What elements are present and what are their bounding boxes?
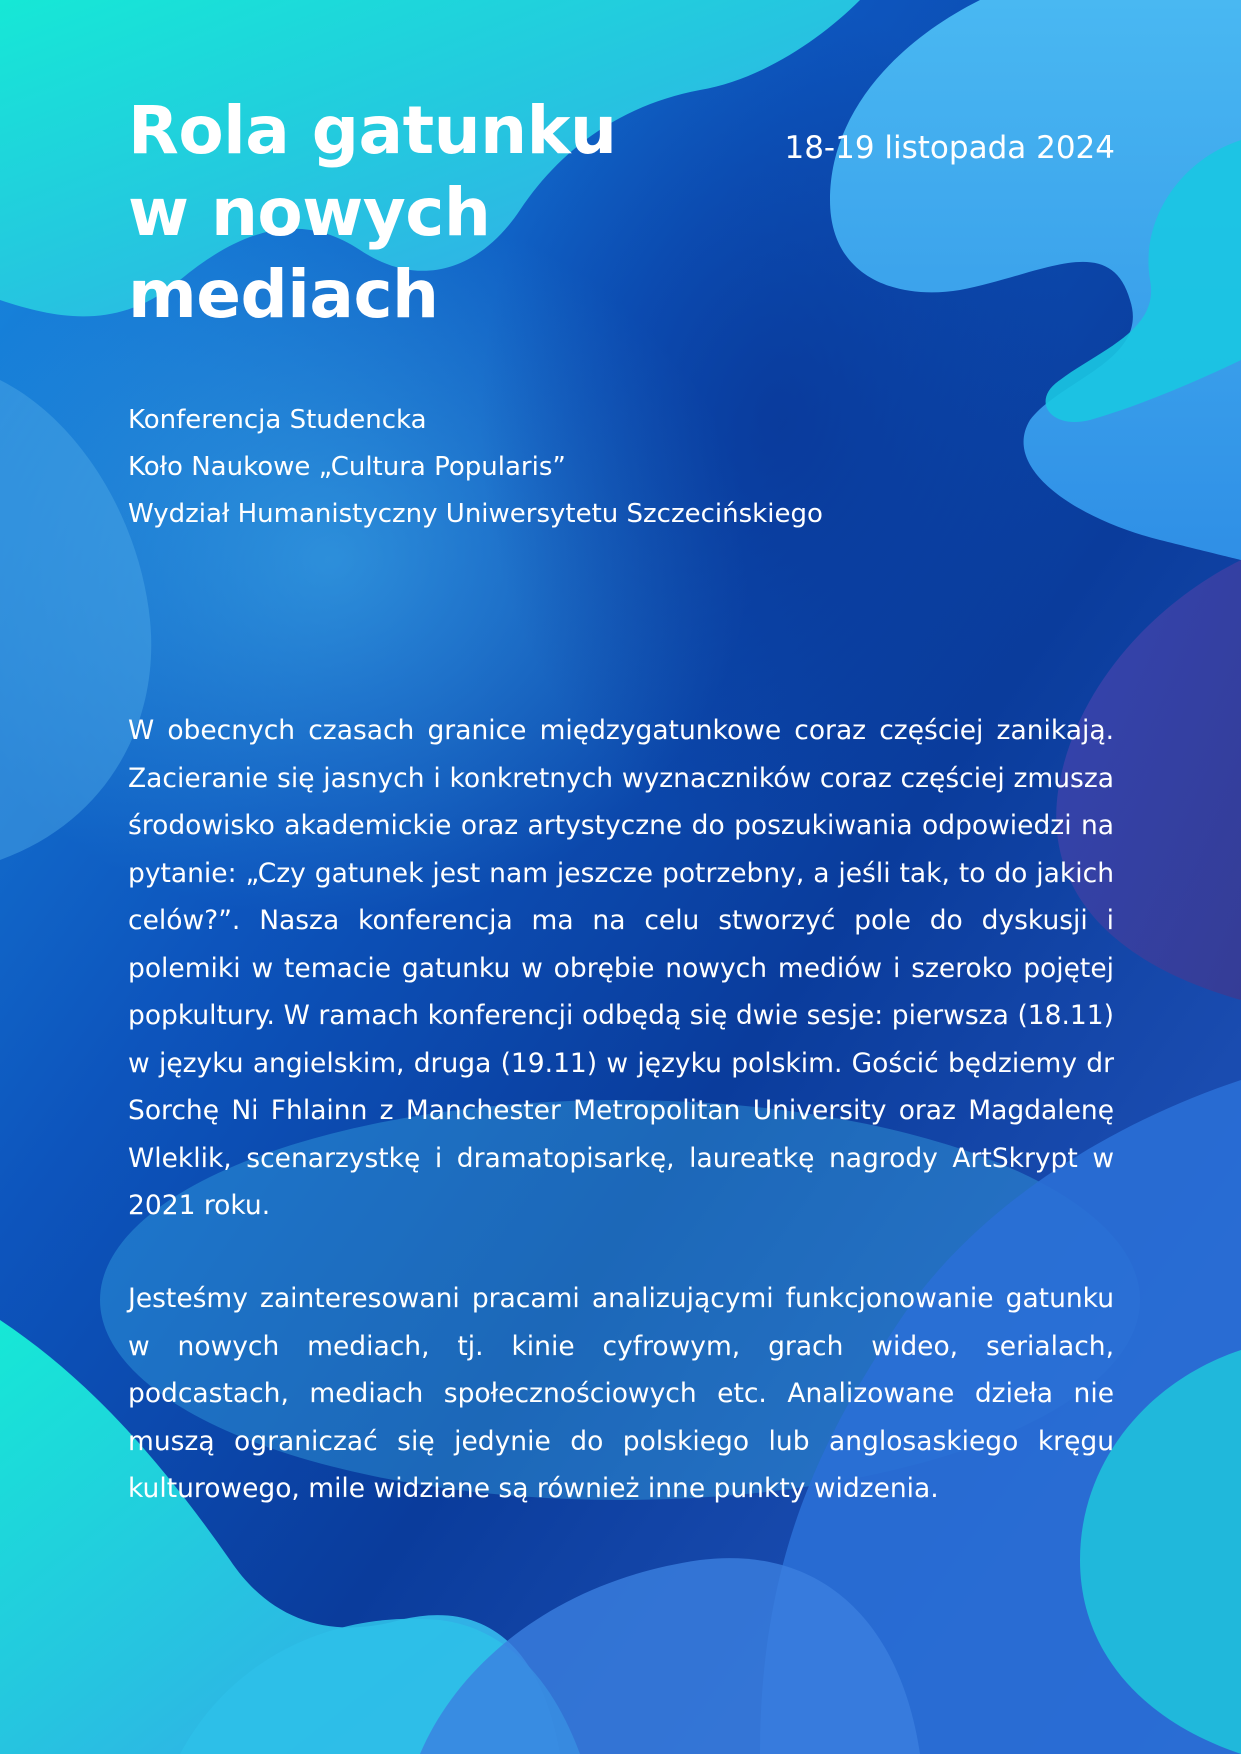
organizer-line: Wydział Humanistyczny Uniwersytetu Szczecińskiego	[128, 499, 823, 529]
title-line: Rola gatunku	[128, 92, 617, 169]
organizers-block	[128, 397, 1028, 538]
poster-title	[128, 90, 688, 336]
organizer-line: Koło Naukowe „Cultura Popularis”	[128, 452, 566, 482]
organizer-line: Konferencja Studencka	[128, 405, 427, 435]
event-date: 18-19 listopada 2024	[784, 130, 1115, 166]
description-paragraph: W obecnych czasach granice międzygatunkowe coraz częściej zanikają. Zacieranie się jasnych i konkretnych wyznaczników coraz częściej zmusza środowisko akademickie oraz artystyczne do poszukiwania odpowiedzi na pytanie: „Czy gatunek jest nam jeszcze potrzebny, a jeśli tak, to do jakich celów?”. Nasza konferencja ma na celu stworzyć pole do dyskusji i polemiki w temacie gatunku w obrębie nowych mediów i szeroko pojętej popkultury. W ramach konferencji odbędą się dwie sesje: pierwsza (18.11) w języku angielskim, druga (19.11) w języku polskim. Gościć będziemy dr Sorchę Ni Fhlainn z Manchester Metropolitan University oraz Magdalenę Wleklik, scenarzystkę i dramatopisarkę, laureatkę nagrody ArtSkrypt w 2021 roku.	[128, 715, 1114, 1221]
title-line: mediach	[128, 256, 439, 333]
title-line: w nowych	[128, 174, 491, 251]
interest-paragraph: Jesteśmy zainteresowani pracami analizującymi funkcjonowanie gatunku w nowych mediach, tj. kinie cyfrowym, grach wideo, serialach, podcastach, mediach społecznościowych etc. Analizowane dzieła nie muszą ograniczać się jedynie do polskiego lub anglosaskiego kręgu kulturowego, mile widziane są również inne punkty widzenia.	[128, 1283, 1114, 1504]
